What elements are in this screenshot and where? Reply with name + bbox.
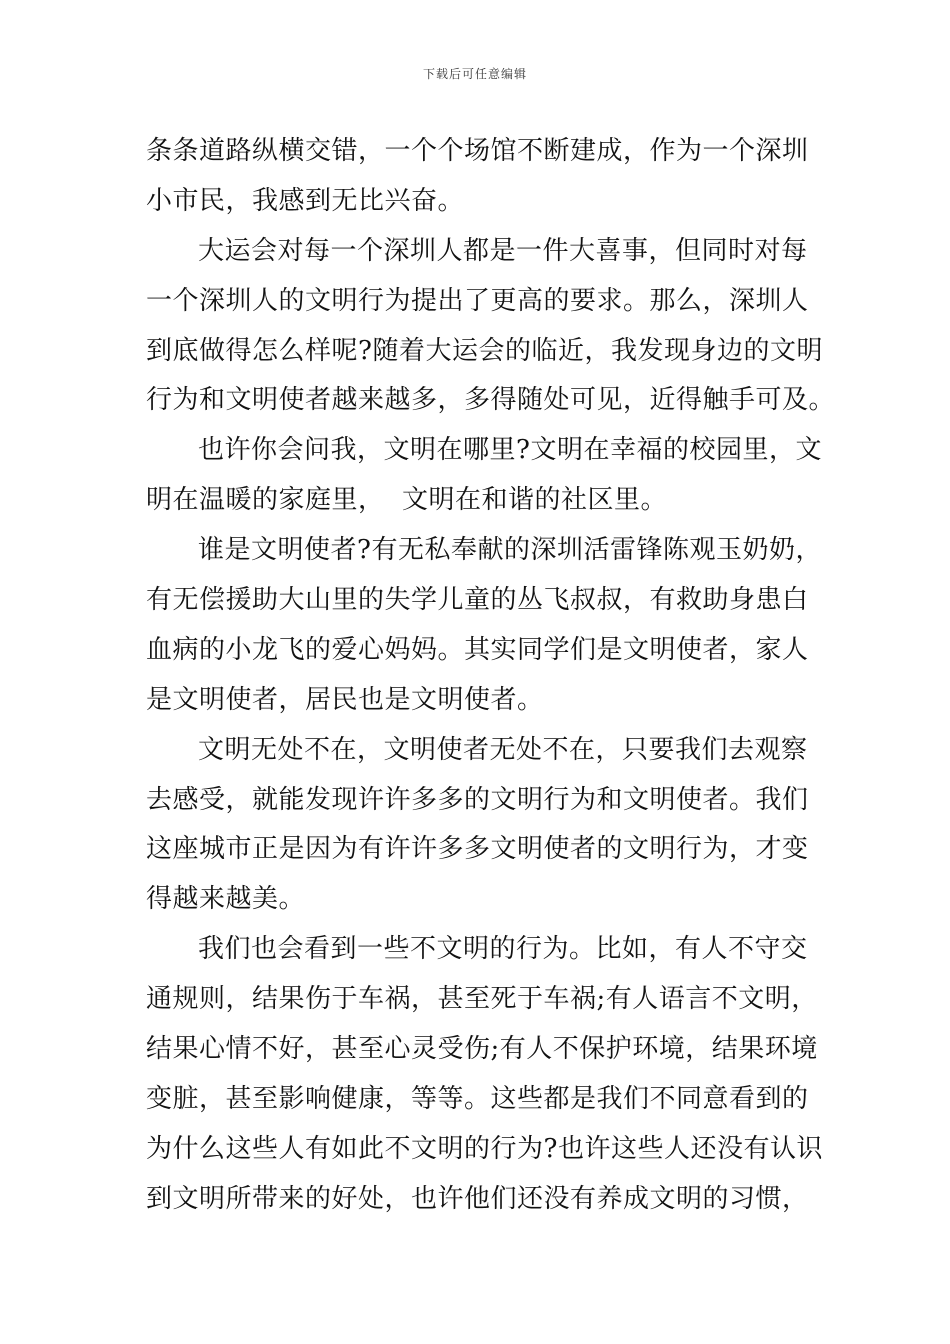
text-line: 是文明使者，居民也是文明使者。 (146, 684, 544, 715)
page-header: 下载后可任意编辑 (422, 67, 527, 81)
text-line: 到底做得怎么样呢?随着大运会的临近，我发现身边的文明 (146, 335, 823, 366)
text-line: 明在温暖的家庭里， 文明在和谐的社区里。 (146, 485, 668, 516)
text-line: 谁是文明使者?有无私奉献的深圳活雷锋陈观玉奶奶， (198, 535, 822, 566)
text-line: 有无偿援助大山里的失学儿童的丛飞叔叔，有救助身患白 (146, 585, 809, 616)
text-line: 得越来越美。 (146, 884, 306, 915)
text-line: 一个深圳人的文明行为提出了更高的要求。那么，深圳人 (146, 285, 809, 316)
text-line: 为什么这些人有如此不文明的行为?也许这些人还没有认识 (146, 1133, 823, 1164)
text-line: 行为和文明使者越来越多，多得随处可见，近得触手可及。 (146, 385, 836, 416)
text-line: 我们也会看到一些不文明的行为。比如，有人不守交 (198, 934, 808, 965)
text-line: 结果心情不好，甚至心灵受伤;有人不保护环境，结果环境 (146, 1034, 818, 1065)
text-line: 通规则，结果伤于车祸，甚至死于车祸;有人语言不文明， (146, 984, 818, 1015)
text-line: 小市民，我感到无比兴奋。 (146, 185, 465, 216)
text-line: 变脏，甚至影响健康，等等。这些都是我们不同意看到的 (146, 1083, 809, 1114)
body-text (146, 127, 836, 1225)
text-line: 去感受，就能发现许许多多的文明行为和文明使者。我们 (146, 784, 809, 815)
text-line: 血病的小龙飞的爱心妈妈。其实同学们是文明使者，家人 (146, 634, 809, 665)
text-line: 也许你会问我，文明在哪里?文明在幸福的校园里，文 (198, 435, 822, 466)
text-line: 到文明所带来的好处，也许他们还没有养成文明的习惯， (146, 1183, 809, 1214)
text-line: 这座城市正是因为有许许多多文明使者的文明行为，才变 (146, 834, 809, 865)
text-line: 文明无处不在，文明使者无处不在，只要我们去观察 (198, 734, 808, 765)
text-line: 条条道路纵横交错，一个个场馆不断建成，作为一个深圳 (146, 136, 809, 166)
text-line: 大运会对每一个深圳人都是一件大喜事，但同时对每 (198, 235, 808, 266)
